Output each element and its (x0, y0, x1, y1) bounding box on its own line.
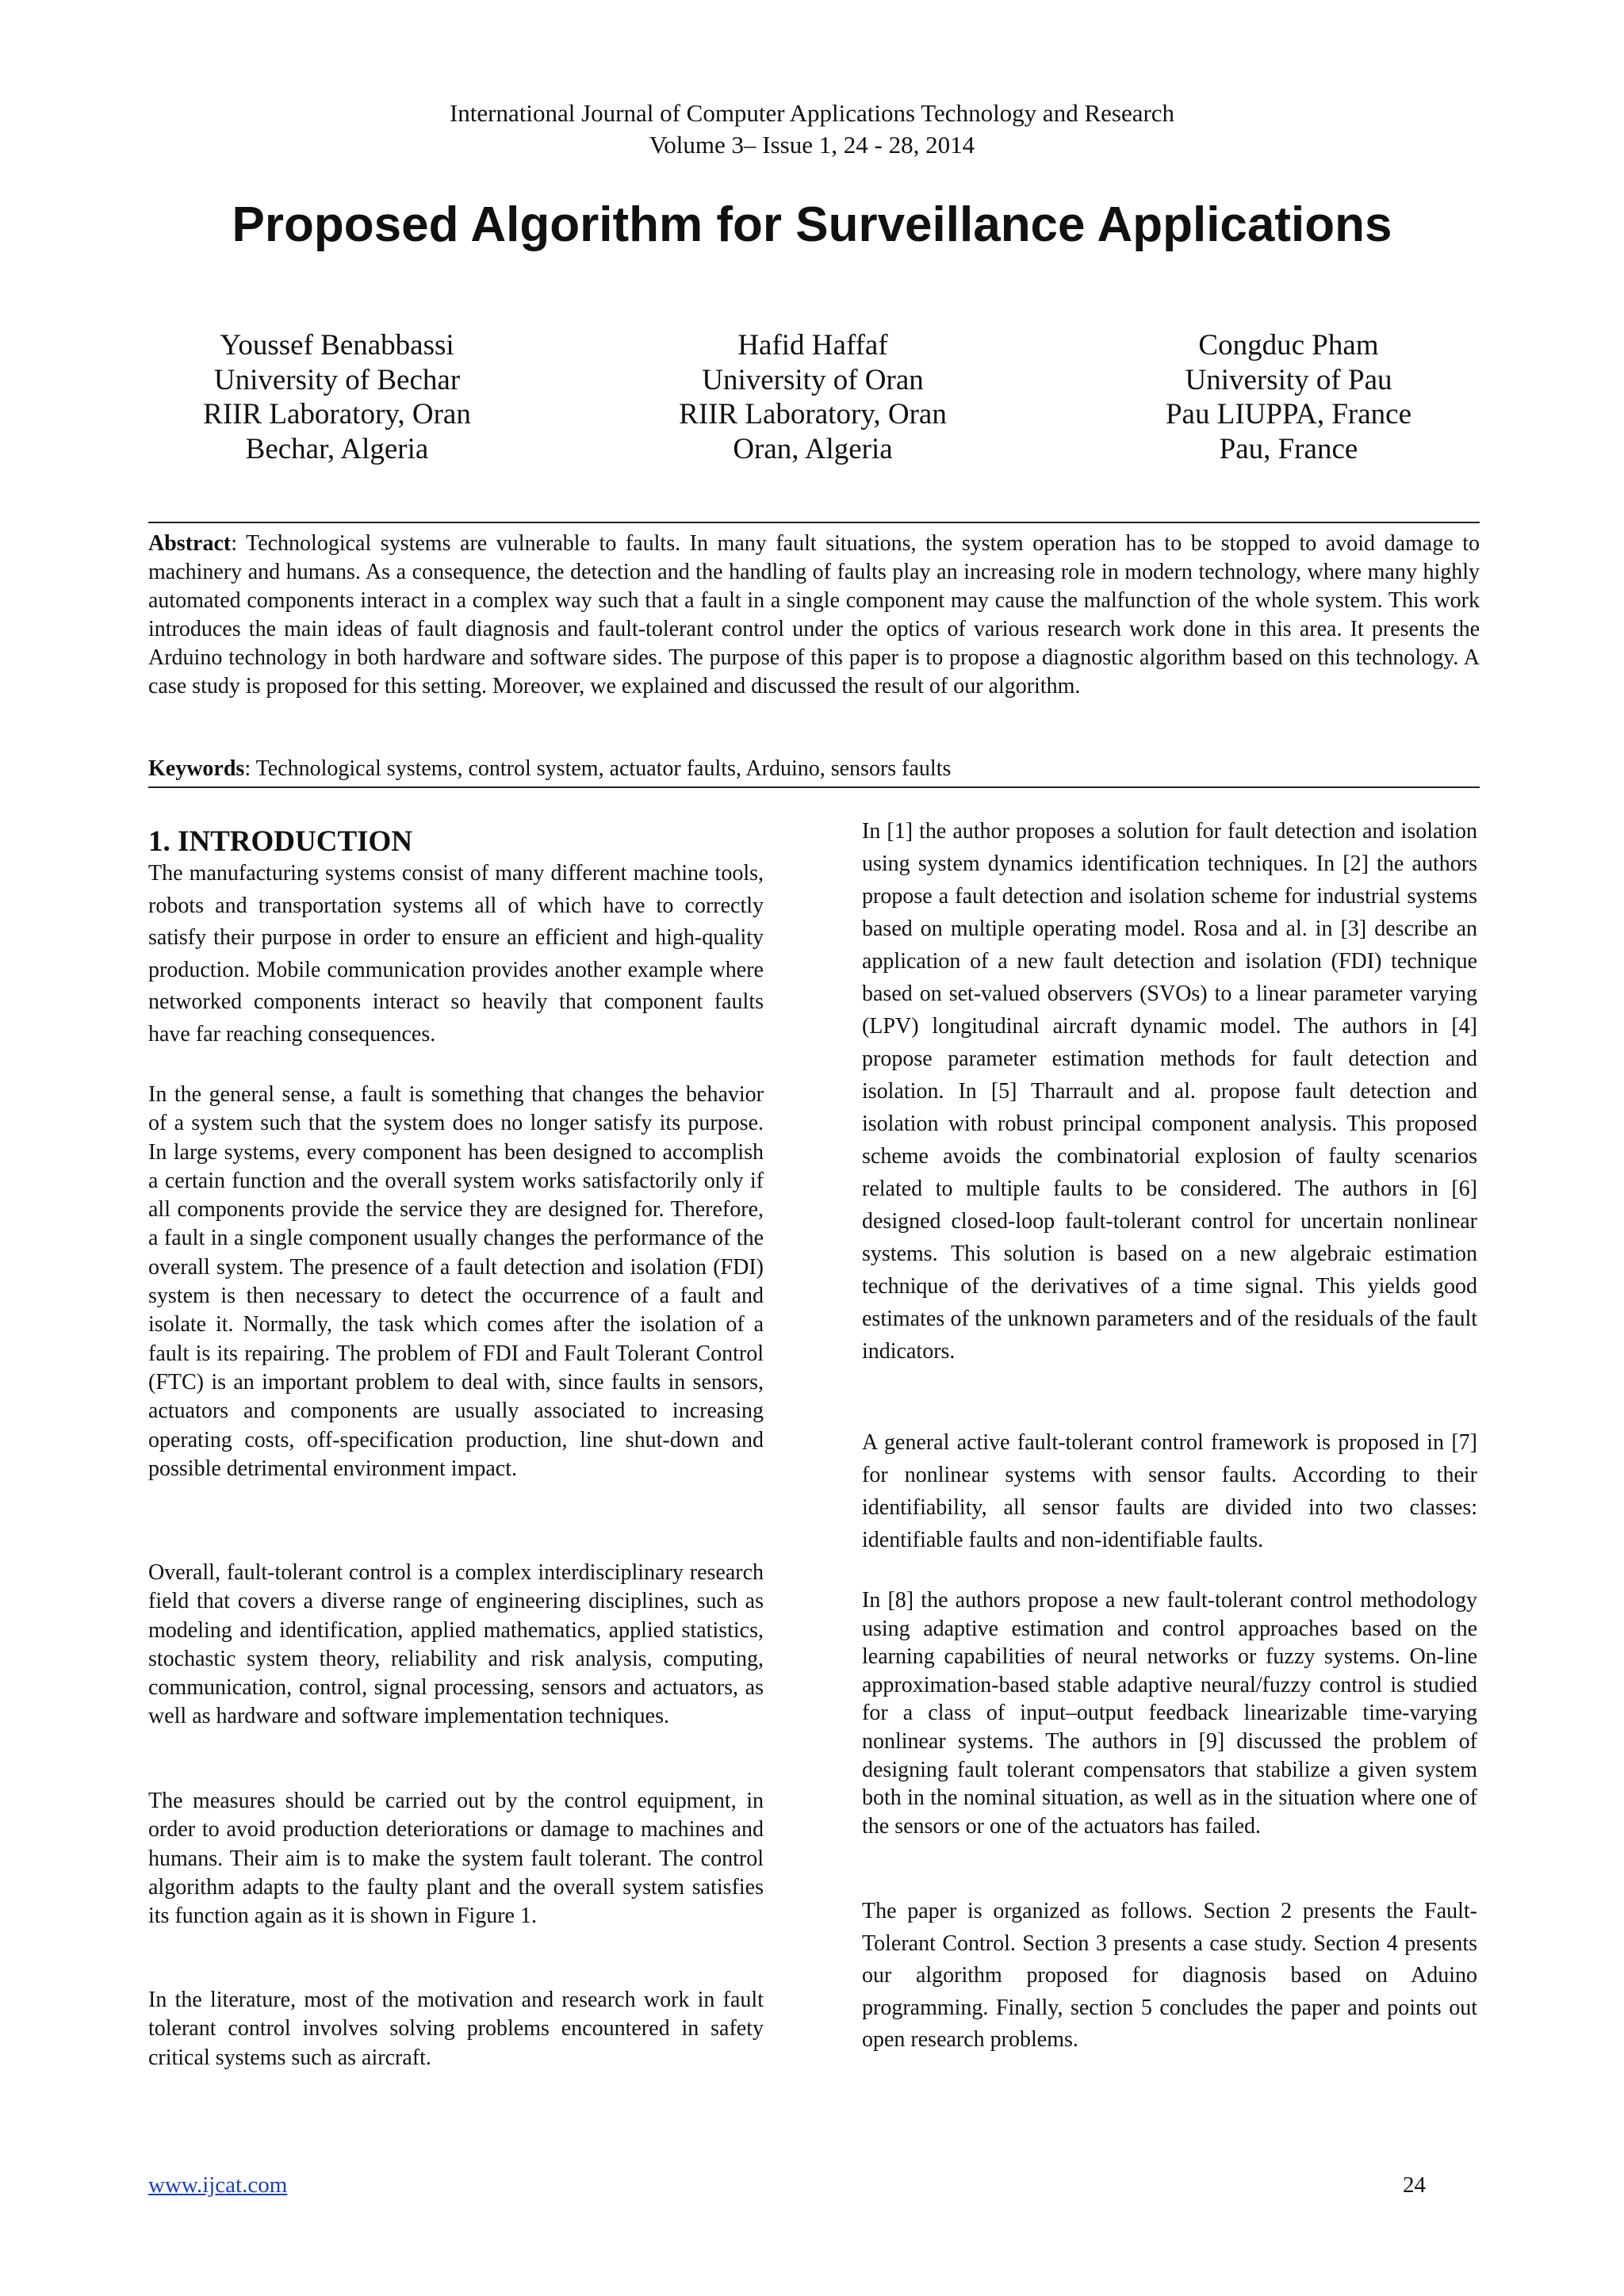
paragraph: The paper is organized as follows. Section 2 presents the Fault-Tolerant Control. Section 3 presents a case study. Section 4 presents our algorithm proposed for diagnosis based on Aduino programming. Finally, section 5 concludes the paper and points out open research problems. (862, 1899, 1477, 2052)
author-name: Hafid Haffaf (737, 329, 888, 362)
author-lab: RIIR Laboratory, Oran (679, 398, 947, 430)
page-number: 24 (1403, 2172, 1426, 2198)
abstract-label: Abstract (148, 531, 232, 556)
right-paragraph-1 (862, 815, 1477, 1368)
author-lab: Pau LIUPPA, France (1165, 398, 1412, 430)
author-affiliation: University of Oran (702, 363, 924, 396)
keywords-text: : Technological systems, control system, actuator faults, Arduino, sensors faults (244, 756, 952, 781)
journal-volume: Volume 3– Issue 1, 24 - 28, 2014 (649, 131, 975, 159)
keywords-label: Keywords (148, 756, 245, 781)
left-paragraph-3 (148, 1559, 764, 1732)
paragraph: Overall, fault-tolerant control is a complex interdisciplinary research field that covers a diverse range of engineering disciplines, such as modeling and identification, applied mathematics, applied statistics, stochastic system theory, reliability and risk analysis, computing, communication, control, signal processing, sensors and actuators, as well as hardware and software implementation techniques. (148, 1560, 764, 1729)
right-paragraph-4 (862, 1896, 1477, 2057)
author-affiliation: University of Bechar (213, 363, 461, 396)
left-paragraph-5 (148, 1986, 764, 2072)
keywords (148, 755, 1480, 783)
author-name: Congduc Pham (1198, 329, 1379, 362)
author-affiliation: University of Pau (1185, 363, 1392, 396)
abstract-text: : Technological systems are vulnerable to faults. In many fault situations, the system operation has to be stopped to avoid damage to machinery and humans. As a consequence, the detection and the handling of faults play an increasing role in modern technology, where many highly automated components interact in a complex way such that a fault in a single component may cause the malfunction of the whole system. This work introduces the main ideas of fault diagnosis and fault-tolerant control under the optics of various research work done in this area. It presents the Arduino technology in both hardware and software sides. The purpose of this paper is to propose a diagnostic algorithm based on this technology. A case study is proposed for this setting. Moreover, we explained and discussed the result of our algorithm. (148, 531, 1480, 698)
author-location: Oran, Algeria (733, 432, 893, 465)
left-paragraph-2 (148, 1081, 764, 1483)
author-block-3 (1067, 328, 1511, 466)
section-heading: 1. INTRODUCTION (148, 825, 413, 858)
paragraph: In the literature, most of the motivation and research work in fault tolerant control involves solving problems encountered in safety critical systems such as aircraft. (148, 1988, 764, 2070)
right-paragraph-3 (862, 1586, 1477, 1840)
paragraph: In [1] the author proposes a solution for fault detection and isolation using system dynamics identification techniques. In [2] the authors propose a fault detection and isolation scheme for industrial systems based on multiple operating model. Rosa and al. in [3] describe an application of a new fault detection and isolation (FDI) technique based on set-valued observers (SVOs) to a linear parameter varying (LPV) longitudinal aircraft dynamic model. The authors in [4] propose parameter estimation methods for fault detection and isolation. In [5] Tharrault and al. propose fault detection and isolation with robust principal component analysis. This proposed scheme avoids the combinatorial explosion of faulty scenarios related to multiple faults to be considered. The authors in [6] designed closed-loop fault-tolerant control for uncertain nonlinear systems. This solution is based on a new algebraic estimation technique of the derivatives of a time signal. This yields good estimates of the unknown parameters and of the residuals of the fault indicators. (862, 819, 1477, 1364)
author-location: Bechar, Algeria (245, 432, 429, 465)
paragraph: In [8] the authors propose a new fault-tolerant control methodology using adaptive estimation and control approaches based on the learning capabilities of neural networks or fuzzy systems. On-line approximation-based stable adaptive neural/fuzzy control is studied for a class of input–output feedback linearizable time-varying nonlinear systems. The authors in [9] discussed the problem of designing fault tolerant compensators that stabilize a given system both in the nominal situation, as well as in the situation where one of the sensors or one of the actuators has failed. (862, 1588, 1477, 1839)
paper-title: Proposed Algorithm for Surveillance Applications (232, 197, 1392, 252)
paragraph: The manufacturing systems consist of many different machine tools, robots and transportation systems all of which have to correctly satisfy their purpose in order to ensure an efficient and high-quality production. Mobile communication provides another example where networked components interact so heavily that component faults have far reaching consequences. (148, 861, 764, 1047)
author-block-1 (115, 328, 559, 466)
author-block-2 (591, 328, 1035, 466)
paragraph: A general active fault-tolerant control framework is proposed in [7] for nonlinear systems with sensor faults. According to their identifiability, all sensor faults are divided into two classes: identifiable faults and non-identifiable faults. (862, 1430, 1477, 1552)
left-paragraph-4 (148, 1787, 764, 1931)
website-link[interactable]: www.ijcat.com (148, 2172, 288, 2198)
journal-name: International Journal of Computer Applications Technology and Research (449, 99, 1175, 127)
author-name: Youssef Benabbassi (220, 329, 454, 362)
abstract (148, 530, 1480, 701)
abstract-top-rule (148, 522, 1480, 523)
keywords-bottom-rule (148, 786, 1480, 788)
right-paragraph-2 (862, 1426, 1477, 1556)
paragraph: In the general sense, a fault is something that changes the behavior of a system such that the system does no longer satisfy its purpose. In large systems, every component has been designed to accomplish a certain function and the overall system works satisfactorily only if all components provide the service they are designed for. Therefore, a fault in a single component usually changes the performance of the overall system. The presence of a fault detection and isolation (FDI) system is then necessary to detect the occurrence of a fault and isolate it. Normally, the task which comes after the isolation of a fault is its repairing. The problem of FDI and Fault Tolerant Control (FTC) is an important problem to deal with, since faults in sensors, actuators and components are usually associated to increasing operating costs, off-specification production, line shut-down and possible detrimental environment impact. (148, 1082, 764, 1481)
paragraph: The measures should be carried out by the control equipment, in order to avoid production deteriorations or damage to machines and humans. Their aim is to make the system fault tolerant. The control algorithm adapts to the faulty plant and the overall system satisfies its function again as it is shown in Figure 1. (148, 1789, 764, 1929)
author-location: Pau, France (1219, 432, 1358, 465)
author-lab: RIIR Laboratory, Oran (203, 398, 471, 430)
left-paragraph-1 (148, 858, 764, 1050)
